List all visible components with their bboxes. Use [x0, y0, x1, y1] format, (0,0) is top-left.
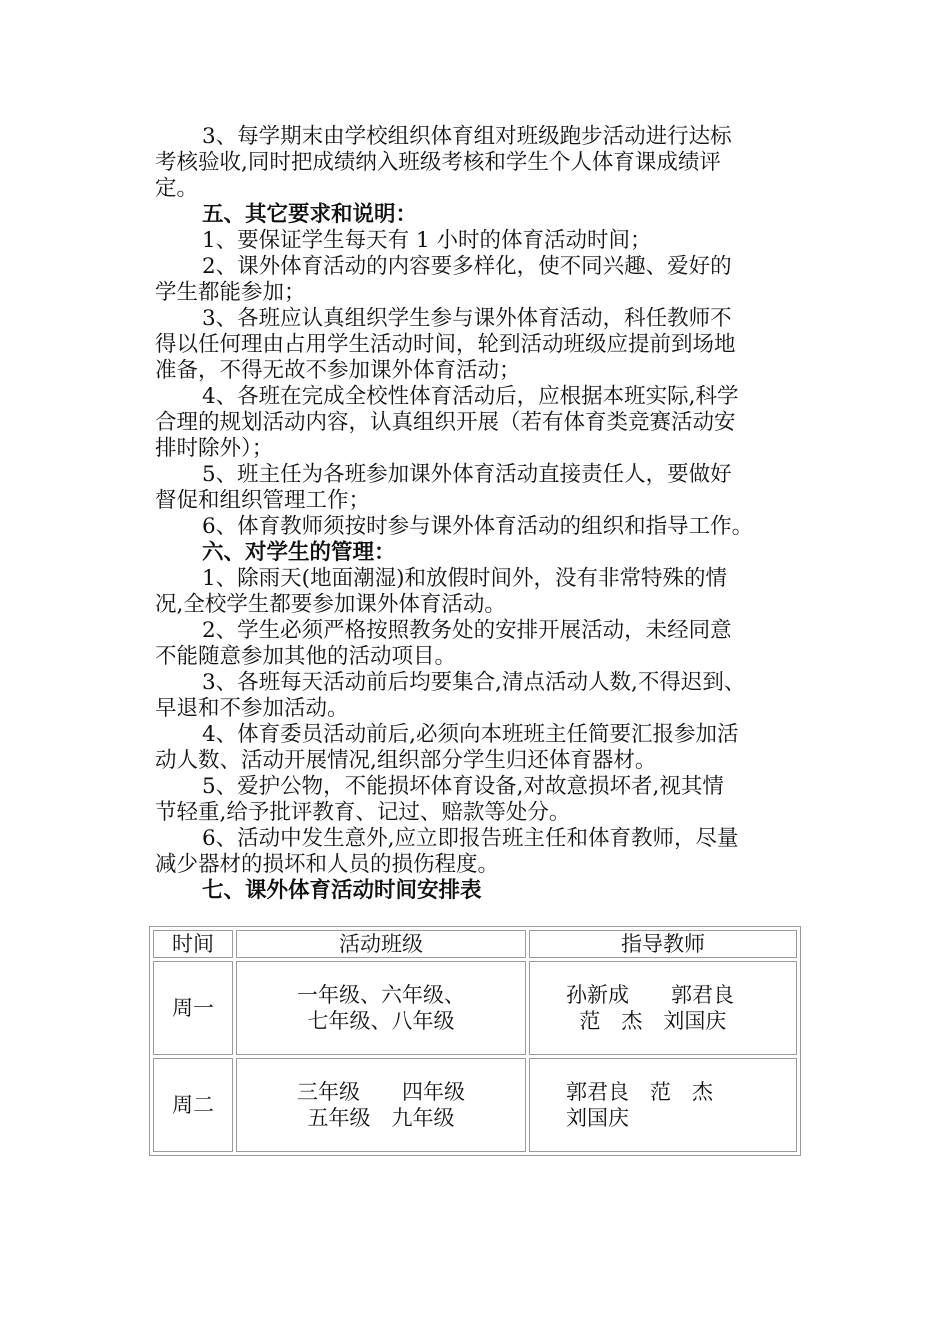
classes-line: 三年级 四年级 [297, 1080, 465, 1104]
text-line: 早退和不参加活动。 [155, 696, 349, 721]
text-line: 5、班主任为各班参加课外体育活动直接责任人，要做好 [202, 462, 732, 487]
text-line: 1、要保证学生每天有 1 小时的体育活动时间； [202, 228, 652, 253]
text-line: 2、学生必须严格按照教务处的安排开展活动，未经同意 [202, 618, 732, 643]
teachers-cell [529, 961, 797, 1055]
teachers-cell [529, 1058, 797, 1152]
teachers-line: 范 杰 刘国庆 [566, 1009, 727, 1033]
schedule-table [149, 926, 801, 1156]
classes-line: 五年级 九年级 [307, 1106, 455, 1130]
text-line: 5、爱护公物，不能损坏体育设备,对故意损坏者,视其情 [202, 774, 724, 799]
text-line: 不能随意参加其他的活动项目。 [155, 644, 457, 669]
header-time: 时间 [153, 930, 233, 958]
text-line: 定。 [155, 176, 199, 201]
text-line: 考核验收,同时把成绩纳入班级考核和学生个人体育课成绩评 [155, 150, 721, 175]
day-cell: 周一 [153, 961, 233, 1055]
section-heading: 六、对学生的管理： [202, 540, 396, 565]
table-row [153, 1058, 797, 1152]
classes-cell [236, 961, 526, 1055]
day-cell: 周二 [153, 1058, 233, 1152]
text-line: 学生都能参加； [155, 280, 306, 305]
text-line: 6、活动中发生意外,应立即报告班主任和体育教师，尽量 [202, 826, 739, 851]
text-line: 节轻重,给予批评教育、记过、赔款等处分。 [155, 800, 571, 825]
header-classes: 活动班级 [236, 930, 526, 958]
document-body [155, 124, 803, 904]
text-line: 得以任何理由占用学生活动时间，轮到活动班级应提前到场地 [155, 332, 736, 357]
teachers-line: 刘国庆 [566, 1106, 629, 1130]
text-line: 况,全校学生都要参加课外体育活动。 [155, 592, 506, 617]
teachers-line: 孙新成 郭君良 [566, 983, 734, 1007]
text-line: 3、各班每天活动前后均要集合,清点活动人数,不得迟到、 [202, 670, 746, 695]
text-line: 减少器材的损坏和人员的损伤程度。 [155, 852, 500, 877]
text-line: 排时除外）； [155, 436, 274, 461]
text-line: 1、除雨天(地面潮湿)和放假时间外，没有非常特殊的情 [202, 566, 727, 591]
text-line: 督促和组织管理工作； [155, 488, 371, 513]
text-line: 合理的规划活动内容，认真组织开展（若有体育类竞赛活动安 [155, 410, 736, 435]
text-line: 4、体育委员活动前后,必须向本班班主任简要汇报参加活 [202, 722, 739, 747]
text-line: 3、各班应认真组织学生参与课外体育活动，科任教师不 [202, 306, 732, 331]
text-line: 4、各班在完成全校性体育活动后，应根据本班实际,科学 [202, 384, 739, 409]
table-header-row [153, 930, 797, 958]
classes-cell [236, 1058, 526, 1152]
section-heading: 七、课外体育活动时间安排表 [202, 878, 482, 903]
text-line: 3、每学期末由学校组织体育组对班级跑步活动进行达标 [202, 124, 732, 149]
classes-line: 七年级、八年级 [307, 1009, 455, 1033]
header-teachers: 指导教师 [529, 930, 797, 958]
text-line: 动人数、活动开展情况,组织部分学生归还体育器材。 [155, 748, 657, 773]
text-line: 准备，不得无故不参加课外体育活动； [155, 358, 521, 383]
section-heading: 五、其它要求和说明： [202, 202, 418, 227]
teachers-line: 郭君良 范 杰 [566, 1080, 713, 1104]
text-line: 6、体育教师须按时参与课外体育活动的组织和指导工作。 [202, 514, 754, 539]
text-line: 2、课外体育活动的内容要多样化，使不同兴趣、爱好的 [202, 254, 732, 279]
table-row [153, 961, 797, 1055]
classes-line: 一年级、六年级、 [297, 983, 465, 1007]
